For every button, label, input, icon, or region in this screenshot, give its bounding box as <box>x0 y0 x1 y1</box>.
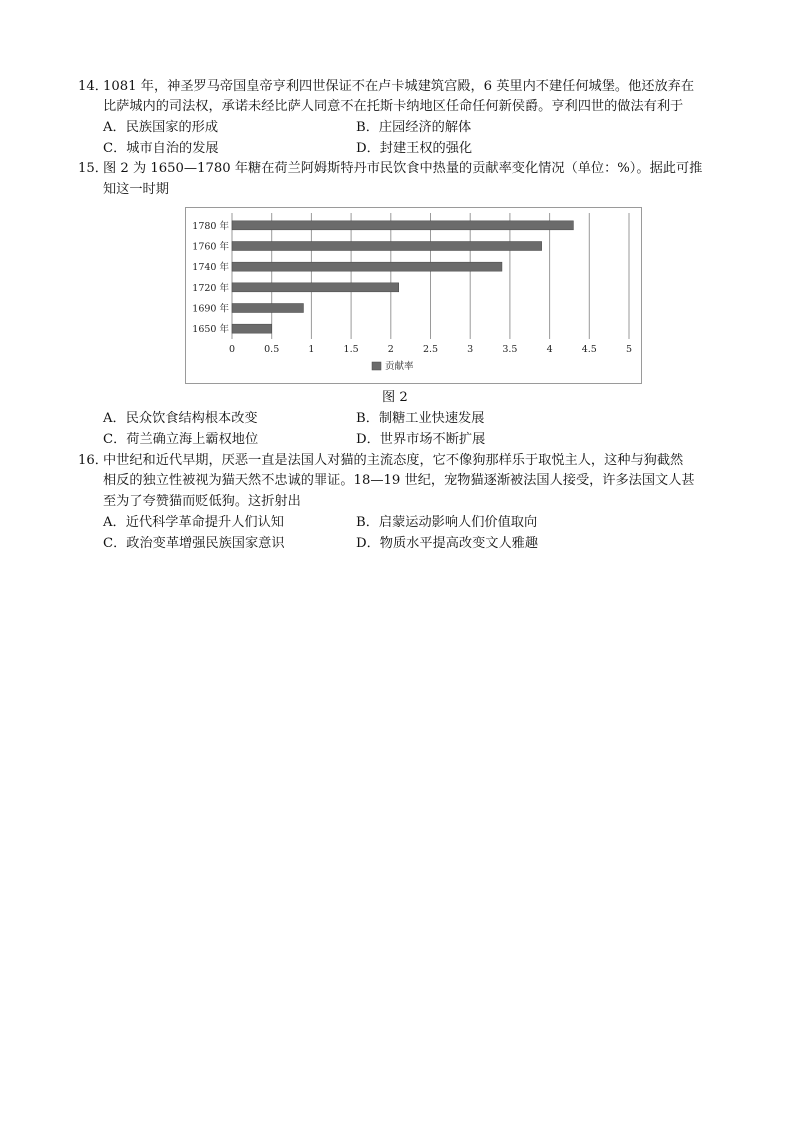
x-tick-label: 0.5 <box>264 344 280 355</box>
option-text: 世界市场不断扩展 <box>379 432 486 447</box>
question-16-option-b[interactable] <box>356 513 537 533</box>
question-14-option-a[interactable] <box>103 118 218 138</box>
question-14-option-d[interactable] <box>356 139 472 159</box>
bar-1 <box>232 242 542 251</box>
x-tick-label: 2.5 <box>422 344 439 355</box>
y-tick-label: 1690 年 <box>192 303 229 315</box>
question-16-stem-line-3: 至为了夸赞猫而贬低狗。这折射出 <box>103 494 301 509</box>
y-tick-label: 1650 年 <box>192 324 229 336</box>
bar-4 <box>232 304 303 313</box>
legend-swatch <box>372 362 381 370</box>
option-label: B． <box>356 515 379 530</box>
option-label: A． <box>103 120 126 135</box>
question-16-number: 16． <box>78 453 108 468</box>
bar-3 <box>232 283 399 292</box>
question-15-option-c[interactable] <box>103 430 258 450</box>
legend-label: 贡献率 <box>385 361 414 372</box>
option-text: 民众饮食结构根本改变 <box>125 411 258 426</box>
chart-svg <box>186 208 641 383</box>
question-15-option-a[interactable] <box>103 409 258 429</box>
question-15-number: 15． <box>78 161 108 176</box>
option-label: B． <box>356 411 379 426</box>
option-text: 物质水平提高改变文人雅趣 <box>379 536 539 551</box>
x-tick-label: 4 <box>546 344 553 355</box>
option-text: 封建王权的强化 <box>379 141 473 156</box>
question-15-stem-line-2: 知这一时期 <box>103 182 169 197</box>
x-tick-label: 2 <box>387 344 394 355</box>
option-text: 庄园经济的解体 <box>378 120 472 135</box>
option-text: 政治变革增强民族国家意识 <box>126 536 285 551</box>
y-tick-label: 1780 年 <box>192 220 229 232</box>
question-14-option-b[interactable] <box>356 118 471 138</box>
option-text: 制糖工业快速发展 <box>378 411 485 426</box>
x-tick-label: 1.5 <box>343 344 359 355</box>
option-label: A． <box>103 515 126 530</box>
question-16-stem-line-1: 中世纪和近代早期，厌恶一直是法国人对猫的主流态度，它不像狗那样乐于取悦主人，这种与狗截然 <box>103 453 684 468</box>
option-label: D． <box>356 141 380 156</box>
question-15-option-d[interactable] <box>356 430 485 450</box>
y-tick-label: 1760 年 <box>192 241 229 253</box>
question-14-stem-line-2: 比萨城内的司法权，承诺未经比萨人同意不在托斯卡纳地区任命任何新侯爵。亨利四世的做法有利于 <box>103 99 684 114</box>
x-tick-label: 3 <box>467 344 474 355</box>
question-14-stem-line-1: 1081 年，神圣罗马帝国皇帝亨利四世保证不在卢卡城建筑宫殿，6 英里内不建任何城堡。他还放弃在 <box>103 79 695 94</box>
question-16-option-c[interactable] <box>103 534 285 554</box>
question-14-option-c[interactable] <box>103 139 219 159</box>
bar-2 <box>232 262 502 271</box>
option-label: D． <box>356 432 380 447</box>
option-label: C． <box>103 536 127 551</box>
bar-5 <box>232 324 272 333</box>
option-text: 城市自治的发展 <box>126 141 219 156</box>
x-tick-label: 0 <box>228 344 236 355</box>
x-tick-label: 5 <box>625 344 633 355</box>
question-14-number: 14． <box>78 79 108 94</box>
figure-caption: 图 2 <box>382 390 408 405</box>
option-label: C． <box>103 432 127 447</box>
question-16-stem-line-2: 相反的独立性被视为猫天然不忠诚的罪证。18—19 世纪，宠物猫逐渐被法国人接受，许多法国文人甚 <box>103 473 695 488</box>
option-label: A． <box>103 411 126 426</box>
x-tick-label: 3.5 <box>502 344 518 355</box>
option-text: 荷兰确立海上霸权地位 <box>126 432 259 447</box>
option-text: 启蒙运动影响人们价值取向 <box>378 515 538 530</box>
y-tick-label: 1740 年 <box>192 262 229 274</box>
option-label: D． <box>356 536 380 551</box>
question-15-option-b[interactable] <box>356 409 484 429</box>
question-16-option-d[interactable] <box>356 534 538 554</box>
question-16-option-a[interactable] <box>103 513 284 533</box>
option-text: 民族国家的形成 <box>125 120 219 135</box>
option-label: C． <box>103 141 127 156</box>
x-tick-label: 1 <box>308 344 315 355</box>
sugar-contribution-chart <box>185 207 642 384</box>
option-text: 近代科学革命提升人们认知 <box>125 515 284 530</box>
option-label: B． <box>356 120 379 135</box>
bar-0 <box>232 221 573 230</box>
y-tick-label: 1720 年 <box>192 282 229 294</box>
x-tick-label: 4.5 <box>581 344 597 355</box>
question-15-stem-line-1: 图 2 为 1650—1780 年糖在荷兰阿姆斯特丹市民饮食中热量的贡献率变化情况（单位：%）。据此可推 <box>103 161 703 176</box>
